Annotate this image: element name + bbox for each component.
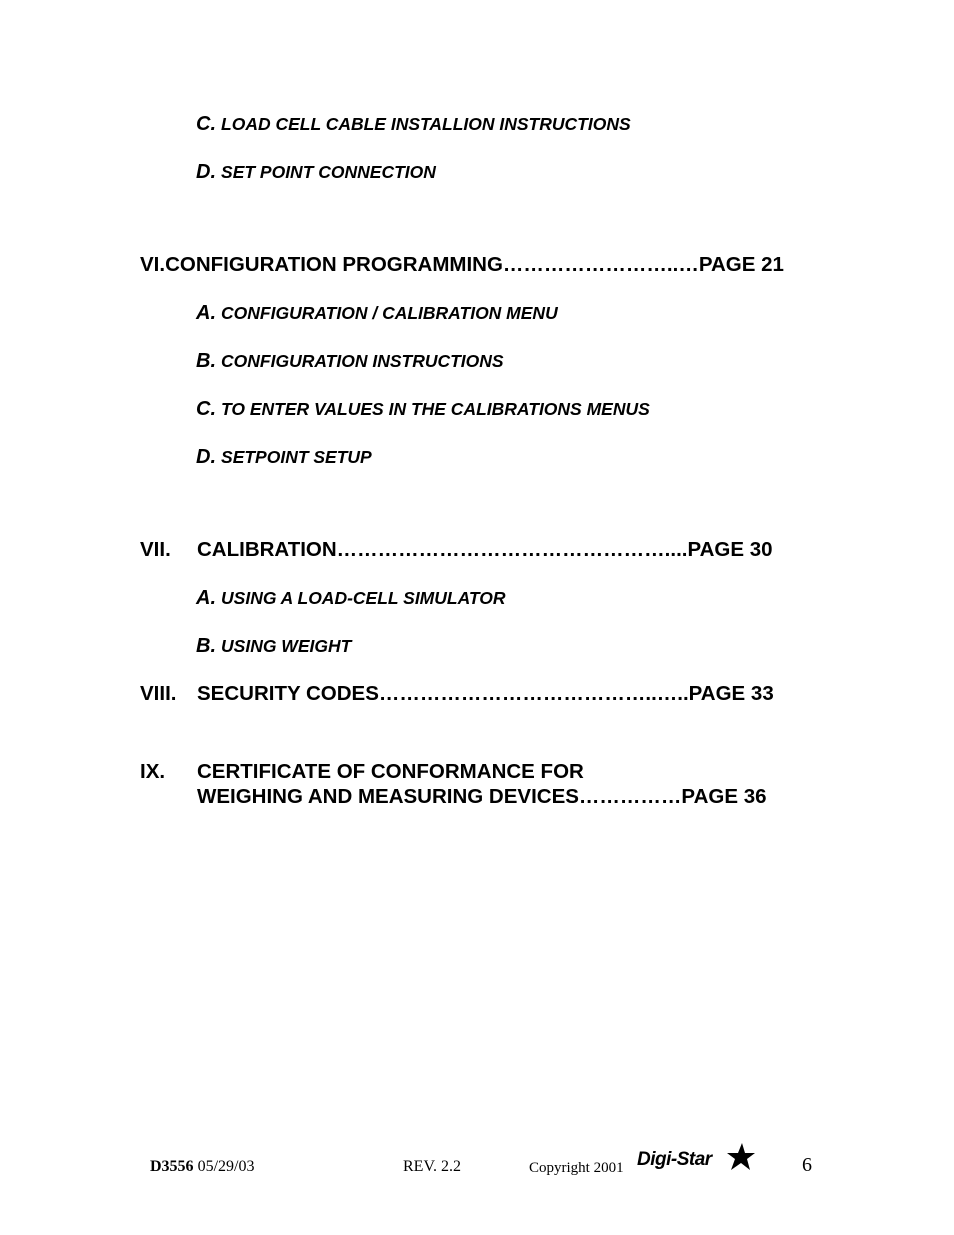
toc-section-numeral: VIII. bbox=[140, 682, 177, 705]
footer-doc-number: D3556 bbox=[150, 1158, 194, 1175]
toc-section-title: SECURITY CODES…………………………………..…..PAGE 33 bbox=[197, 682, 774, 705]
footer-doc-info bbox=[150, 1158, 254, 1176]
toc-section-numeral: VI. bbox=[140, 253, 166, 276]
toc-subitem-v-d bbox=[196, 161, 436, 184]
toc-subitem-text: SET POINT CONNECTION bbox=[221, 162, 436, 182]
toc-section-numeral: IX. bbox=[140, 760, 166, 783]
toc-subitem-text: USING A LOAD-CELL SIMULATOR bbox=[221, 588, 506, 608]
page-number: 6 bbox=[802, 1154, 812, 1176]
footer-date: 05/29/03 bbox=[197, 1158, 255, 1175]
toc-subitem-text: TO ENTER VALUES IN THE CALIBRATIONS MENUS bbox=[221, 399, 650, 419]
toc-section-numeral: VII. bbox=[140, 538, 171, 561]
toc-subitem-letter: B. bbox=[196, 635, 216, 657]
star-icon bbox=[725, 1142, 755, 1172]
toc-section-vii bbox=[140, 538, 773, 562]
footer-revision: REV. 2.2 bbox=[403, 1158, 461, 1175]
toc-section-ix bbox=[140, 760, 584, 784]
toc-subitem-text: LOAD CELL CABLE INSTALLION INSTRUCTIONS bbox=[221, 114, 631, 134]
toc-section-title: CONFIGURATION PROGRAMMING……………………..…PAGE 21 bbox=[165, 253, 784, 276]
toc-subitem-text: CONFIGURATION / CALIBRATION MENU bbox=[221, 303, 558, 323]
toc-subitem-letter: B. bbox=[196, 350, 216, 372]
toc-subitem-vi-c bbox=[196, 398, 650, 421]
toc-section-title-line2: WEIGHING AND MEASURING DEVICES……………PAGE 36 bbox=[197, 785, 767, 808]
toc-subitem-letter: A. bbox=[196, 587, 216, 609]
toc-subitem-vi-d bbox=[196, 446, 372, 469]
toc-subitem-text: USING WEIGHT bbox=[221, 636, 352, 656]
toc-subitem-vi-a bbox=[196, 302, 558, 325]
toc-subitem-vi-b bbox=[196, 350, 504, 373]
toc-subitem-letter: D. bbox=[196, 446, 216, 468]
toc-section-title: CALIBRATION…………………………………………....PAGE 30 bbox=[197, 538, 773, 561]
footer-copyright: Copyright 2001 bbox=[529, 1160, 624, 1176]
toc-subitem-letter: C. bbox=[196, 398, 216, 420]
toc-subitem-letter: A. bbox=[196, 302, 216, 324]
toc-subitem-v-c bbox=[196, 113, 631, 136]
toc-subitem-letter: D. bbox=[196, 161, 216, 183]
toc-section-title-line1: CERTIFICATE OF CONFORMANCE FOR bbox=[197, 760, 584, 783]
toc-subitem-letter: C. bbox=[196, 113, 216, 135]
toc-section-ix-line2 bbox=[197, 785, 767, 809]
toc-subitem-text: CONFIGURATION INSTRUCTIONS bbox=[221, 351, 504, 371]
toc-subitem-vii-a bbox=[196, 587, 506, 610]
toc-subitem-vii-b bbox=[196, 635, 351, 658]
toc-subitem-text: SETPOINT SETUP bbox=[221, 447, 372, 467]
toc-section-viii bbox=[140, 682, 774, 706]
toc-section-vi bbox=[140, 253, 784, 277]
logo-wordmark: Digi-Star bbox=[637, 1149, 712, 1170]
